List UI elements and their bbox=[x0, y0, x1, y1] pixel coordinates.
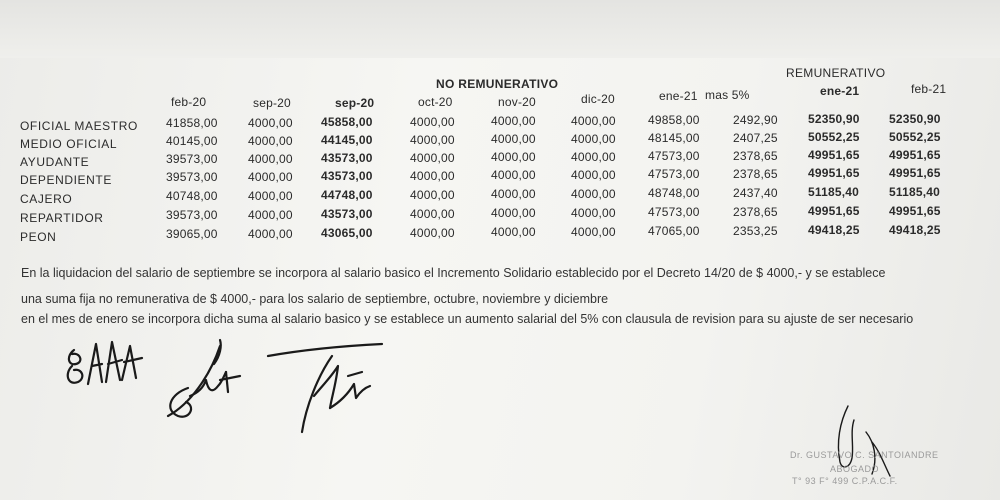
signature-1 bbox=[62, 336, 152, 396]
table-cell: 2378,65 bbox=[733, 148, 778, 163]
table-cell: 4000,00 bbox=[410, 168, 455, 183]
header-ene-21-b: ene-21 bbox=[820, 84, 860, 98]
header-dic-20: dic-20 bbox=[581, 92, 615, 106]
table-cell: 2378,65 bbox=[733, 166, 778, 181]
header-nov-20: nov-20 bbox=[498, 95, 536, 109]
table-cell: 4000,00 bbox=[248, 169, 293, 184]
table-cell: 41858,00 bbox=[166, 116, 218, 130]
table-cell: 44748,00 bbox=[321, 188, 373, 203]
table-cell: 47573,00 bbox=[648, 205, 700, 220]
table-cell: 4000,00 bbox=[571, 205, 616, 220]
table-cell: 48145,00 bbox=[648, 131, 700, 146]
table-cell: 4000,00 bbox=[571, 167, 616, 182]
table-cell: 4000,00 bbox=[491, 168, 536, 183]
table-cell: 2492,90 bbox=[733, 112, 778, 127]
table-cell: 4000,00 bbox=[491, 132, 536, 147]
header-sep-20-b: sep-20 bbox=[335, 96, 375, 110]
header-ene-21-a: ene-21 bbox=[659, 89, 698, 103]
table-cell: 2353,25 bbox=[733, 223, 778, 238]
stamp-line-1: Dr. GUSTAVO C. SANTOIANDRE bbox=[790, 450, 939, 460]
table-cell: 4000,00 bbox=[248, 188, 293, 203]
table-cell: 52350,90 bbox=[808, 112, 860, 127]
header-sep-20-a: sep-20 bbox=[253, 96, 291, 110]
table-cell: 49951,65 bbox=[808, 166, 860, 181]
header-oct-20: oct-20 bbox=[418, 95, 453, 109]
table-cell: 2437,40 bbox=[733, 185, 778, 200]
table-cell: 39573,00 bbox=[166, 208, 218, 222]
table-cell: 50552,25 bbox=[889, 130, 941, 145]
note-line-3: en el mes de enero se incorpora dicha suma al salario basico y se establece un aumento salarial del 5% con clausula de revision para su ajuste de ser necesario bbox=[21, 312, 914, 326]
table-cell: 49418,25 bbox=[808, 223, 860, 238]
header-mas-5: mas 5% bbox=[705, 88, 750, 102]
signature-2 bbox=[160, 336, 260, 426]
table-cell: 4000,00 bbox=[248, 115, 293, 130]
table-cell: 49951,65 bbox=[808, 148, 860, 163]
table-cell: 4000,00 bbox=[248, 226, 293, 241]
table-cell: 48748,00 bbox=[648, 186, 700, 201]
table-cell: 2407,25 bbox=[733, 130, 778, 145]
row-label: OFICIAL MAESTRO bbox=[20, 119, 138, 133]
row-label: PEON bbox=[20, 230, 57, 244]
table-cell: 4000,00 bbox=[491, 206, 536, 221]
row-label: REPARTIDOR bbox=[20, 211, 104, 225]
signature-3 bbox=[262, 336, 392, 436]
table-cell: 4000,00 bbox=[248, 151, 293, 166]
row-label: DEPENDIENTE bbox=[20, 173, 112, 187]
section-no-remunerativo: NO REMUNERATIVO bbox=[436, 77, 559, 91]
table-cell: 4000,00 bbox=[410, 150, 455, 165]
table-cell: 49858,00 bbox=[648, 113, 700, 128]
table-cell: 43573,00 bbox=[321, 207, 373, 222]
table-cell: 39573,00 bbox=[166, 170, 218, 184]
table-cell: 52350,90 bbox=[889, 112, 941, 127]
table-cell: 4000,00 bbox=[410, 206, 455, 221]
table-cell: 39573,00 bbox=[166, 152, 218, 166]
table-cell: 43573,00 bbox=[321, 169, 373, 184]
table-cell: 49951,65 bbox=[889, 166, 941, 181]
row-label: CAJERO bbox=[20, 192, 73, 206]
table-cell: 50552,25 bbox=[808, 130, 860, 145]
table-cell: 4000,00 bbox=[491, 150, 536, 165]
stamp-line-3: T° 93 F° 499 C.P.A.C.F. bbox=[792, 476, 898, 486]
table-cell: 45858,00 bbox=[321, 115, 373, 130]
page-shadow bbox=[0, 0, 1000, 58]
row-label: AYUDANTE bbox=[20, 155, 90, 169]
table-cell: 47573,00 bbox=[648, 167, 700, 182]
table-cell: 4000,00 bbox=[571, 131, 616, 146]
table-cell: 4000,00 bbox=[571, 186, 616, 201]
table-cell: 4000,00 bbox=[410, 225, 455, 240]
table-cell: 4000,00 bbox=[491, 114, 536, 129]
table-cell: 4000,00 bbox=[410, 114, 455, 129]
table-cell: 47065,00 bbox=[648, 224, 700, 239]
table-cell: 44145,00 bbox=[321, 133, 373, 148]
table-cell: 49951,65 bbox=[808, 204, 860, 219]
table-cell: 4000,00 bbox=[571, 149, 616, 164]
table-cell: 47573,00 bbox=[648, 149, 700, 164]
table-cell: 4000,00 bbox=[410, 132, 455, 147]
table-cell: 49951,65 bbox=[889, 204, 941, 219]
note-line-2: una suma fija no remunerativa de $ 4000,- para los salario de septiembre, octubre, noviembre y diciembre bbox=[21, 292, 609, 306]
table-cell: 40748,00 bbox=[166, 189, 218, 203]
table-cell: 43065,00 bbox=[321, 226, 373, 241]
table-cell: 4000,00 bbox=[410, 187, 455, 202]
header-feb-21: feb-21 bbox=[911, 82, 947, 96]
row-label: MEDIO OFICIAL bbox=[20, 137, 118, 151]
table-cell: 39065,00 bbox=[166, 227, 218, 241]
table-cell: 51185,40 bbox=[889, 185, 940, 200]
table-cell: 4000,00 bbox=[248, 133, 293, 148]
table-cell: 40145,00 bbox=[166, 134, 218, 148]
table-cell: 49951,65 bbox=[889, 148, 941, 163]
table-cell: 4000,00 bbox=[248, 207, 293, 222]
table-cell: 4000,00 bbox=[491, 225, 536, 240]
table-cell: 51185,40 bbox=[808, 185, 859, 200]
table-cell: 4000,00 bbox=[571, 224, 616, 239]
section-remunerativo: REMUNERATIVO bbox=[786, 66, 886, 80]
table-cell: 2378,65 bbox=[733, 204, 778, 219]
stamp-line-2: ABOGADO bbox=[830, 464, 880, 474]
table-cell: 4000,00 bbox=[491, 187, 536, 202]
table-cell: 43573,00 bbox=[321, 151, 373, 166]
table-cell: 4000,00 bbox=[571, 113, 616, 128]
note-line-1: En la liquidacion del salario de septiembre se incorpora al salario basico el Incremento Solidario establecido por el Decreto 14/20 de $ 4000,- y se establece bbox=[21, 266, 886, 280]
table-cell: 49418,25 bbox=[889, 223, 941, 238]
header-feb-20: feb-20 bbox=[171, 95, 207, 109]
